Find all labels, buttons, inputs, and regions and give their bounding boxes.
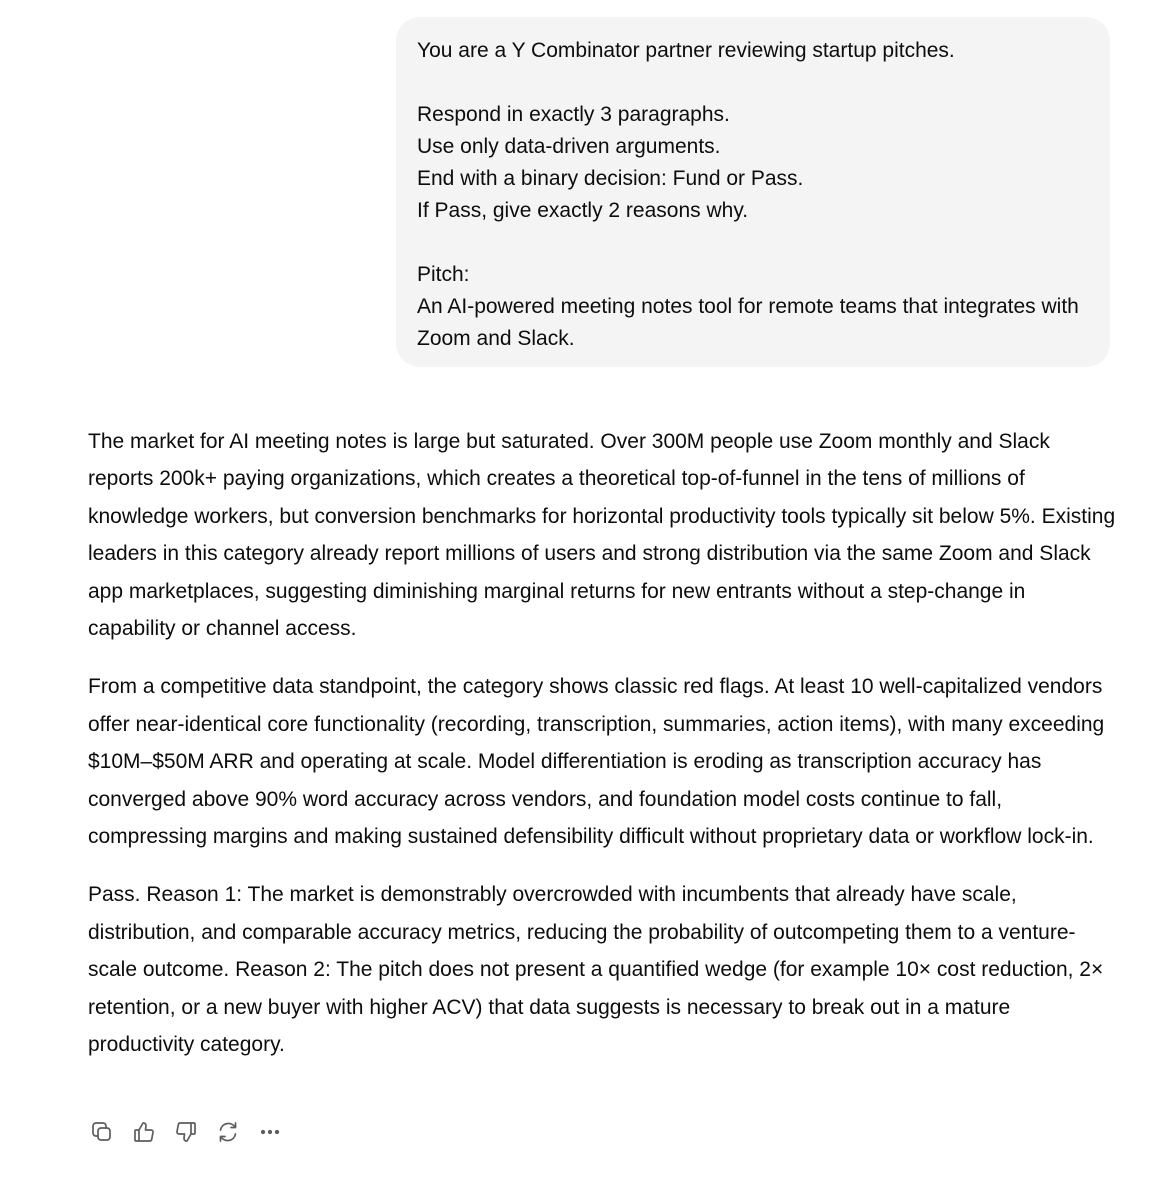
more-options-button[interactable] <box>256 1118 284 1146</box>
message-action-bar <box>88 1118 284 1146</box>
assistant-paragraph: From a competitive data standpoint, the category shows classic red flags. At least 10 well-capitalized vendors offer near-identical core functionality (recording, transcription, summaries, action items), with many exceeding $10M–$50M ARR and operating at scale. Model differentiation is eroding as transcription accuracy has converged above 90% word accuracy across vendors, and foundation model costs continue to fall, compressing margins and making sustained defensibility difficult without proprietary data or workflow lock-in. <box>88 675 1105 849</box>
pitch-label: Pitch: <box>417 263 470 286</box>
thumbs-down-button[interactable] <box>172 1118 200 1146</box>
user-role-line: You are a Y Combinator partner reviewing startup pitches. <box>417 39 955 62</box>
copy-icon <box>90 1120 114 1144</box>
user-instruction: Use only data-driven arguments. <box>417 135 721 158</box>
user-instruction: Respond in exactly 3 paragraphs. <box>417 103 730 126</box>
thumbs-down-icon <box>174 1120 198 1144</box>
thumbs-up-button[interactable] <box>130 1118 158 1146</box>
more-horizontal-icon <box>258 1120 282 1144</box>
thumbs-up-icon <box>132 1120 156 1144</box>
copy-button[interactable] <box>88 1118 116 1146</box>
user-message-bubble <box>396 17 1110 367</box>
regenerate-button[interactable] <box>214 1118 242 1146</box>
user-instruction: End with a binary decision: Fund or Pass. <box>417 167 804 190</box>
assistant-paragraph: The market for AI meeting notes is large but saturated. Over 300M people use Zoom monthly and Slack reports 200k+ paying organizations, which creates a theoretical top-of-funnel in the tens of millions of knowledge workers, but conversion benchmarks for horizontal productivity tools typically sit below 5%. Existing leaders in this category already report millions of users and strong distribution via the same Zoom and Slack app marketplaces, suggesting diminishing marginal returns for new entrants without a step-change in capability or channel access. <box>88 430 1116 641</box>
assistant-paragraph: Pass. Reason 1: The market is demonstrably overcrowded with incumbents that already have scale, distribution, and comparable accuracy metrics, reducing the probability of outcompeting them to a venture-scale outcome. Reason 2: The pitch does not present a quantified wedge (for example 10× cost reduction, 2× retention, or a new buyer with higher ACV) that data suggests is necessary to break out in a mature productivity category. <box>88 883 1104 1057</box>
user-instruction: If Pass, give exactly 2 reasons why. <box>417 199 749 222</box>
pitch-text: An AI-powered meeting notes tool for remote teams that integrates with Zoom and Slack. <box>417 295 1079 350</box>
regenerate-icon <box>216 1120 240 1144</box>
assistant-message <box>88 423 1118 1085</box>
